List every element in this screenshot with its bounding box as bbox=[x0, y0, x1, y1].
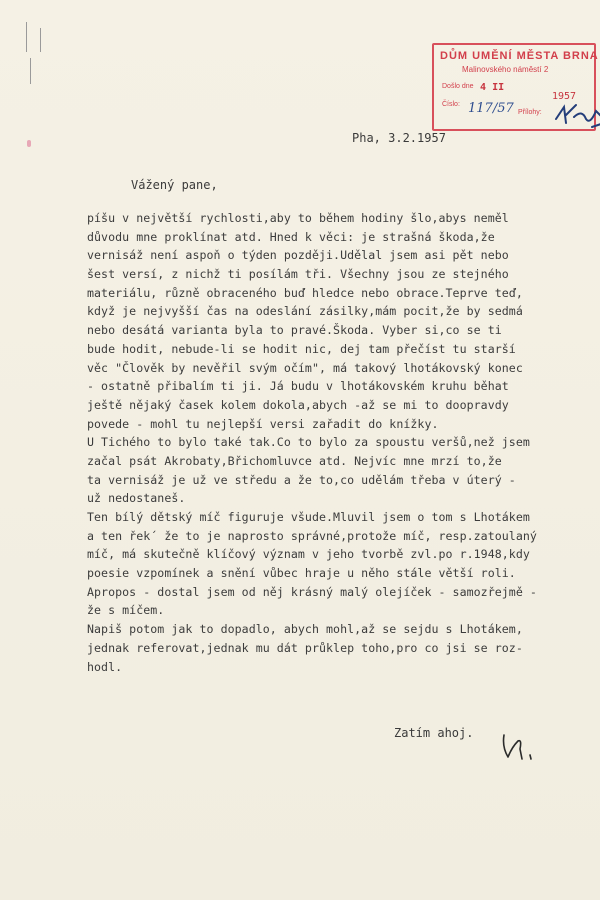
body-line: ještě nějaký časek kolem dokola,abych -až se mi to doopravdy bbox=[87, 397, 509, 412]
stamp-date-label: Došlo dne bbox=[442, 83, 474, 90]
body-line: hodl. bbox=[87, 659, 123, 674]
body-line: U Tichého to bylo také tak.Co to bylo za spoustu veršů,než jsem bbox=[87, 435, 530, 450]
letter-body bbox=[87, 209, 592, 676]
body-line: bude hodit, nebude-li se hodit nic, dej tam přečíst tu starší bbox=[87, 341, 516, 356]
closing: Zatím ahoj. bbox=[394, 726, 474, 740]
body-line: materiálu, různě obraceného buď hledce nebo obrace.Teprve teď, bbox=[87, 285, 523, 300]
body-line: šest versí, z nichž ti posílám tři. Všechny jsou ze stejného bbox=[87, 267, 509, 282]
edge-marks bbox=[24, 18, 46, 88]
body-line: píšu v největší rychlosti,aby to během hodiny šlo,abys neměl bbox=[87, 211, 509, 225]
body-line: věc "Člověk by nevěřil svým očím", má takový lhotákovský konec bbox=[87, 360, 523, 375]
stamp-attachments-label: Přílohy: bbox=[518, 109, 542, 116]
stamp-year: 1957 bbox=[552, 91, 577, 102]
body-line: že s míčem. bbox=[87, 603, 165, 618]
body-line: vernisáž není aspoň o týden později.Udělal jsem asi pět nebo bbox=[87, 248, 509, 263]
body-line: - ostatně přibalím ti ji. Já budu v lhotákovském kruhu běhat bbox=[87, 379, 509, 394]
stamp-address: Malinovského náměstí 2 bbox=[462, 65, 549, 74]
paper-mark bbox=[27, 140, 31, 147]
stamp-date-value: 4 II bbox=[468, 82, 505, 93]
body-line: už nedostaneš. bbox=[87, 491, 186, 506]
body-line: jednak referovat,jednak mu dát průklep toho,pro co jsi se roz- bbox=[87, 640, 523, 655]
body-line: poesie vzpomínek a snění vůbec hraje u něho stále větší roli. bbox=[87, 566, 516, 581]
salutation: Vážený pane, bbox=[131, 178, 218, 192]
stamp-title: DŮM UMĚNÍ MĚSTA BRNA bbox=[440, 50, 599, 62]
received-stamp bbox=[432, 43, 599, 131]
stamp-initials-signature bbox=[552, 97, 600, 131]
stamp-number-value: 117/57 bbox=[468, 101, 514, 116]
body-line: důvodu mne proklínat atd. Hned k věci: je strašná škoda,že bbox=[87, 229, 495, 244]
body-line: povede - mohl tu nejlepší versi zařadit do knížky. bbox=[87, 416, 439, 431]
body-line: Napiš potom jak to dopadlo, abych mohl,až se sejdu s Lhotákem, bbox=[87, 622, 523, 637]
stamp-number-label: Číslo: bbox=[442, 101, 460, 108]
body-line: míč, má skutečně klíčový význam v jeho tvorbě zvl.po r.1948,kdy bbox=[87, 547, 530, 562]
body-line: a ten řek´ že to je naprosto správné,protože míč, resp.zatoulaný bbox=[87, 528, 537, 543]
body-line: začal psát Akrobaty,Břichomluvce atd. Nejvíc mne mrzí to,že bbox=[87, 453, 502, 468]
letter-date: Pha, 3.2.1957 bbox=[352, 131, 446, 145]
body-line: Ten bílý dětský míč figuruje všude.Mluvil jsem o tom s Lhotákem bbox=[87, 510, 530, 524]
body-line: když je nejvyšší čas na odeslání zásilky,mám pocit,že by sedmá bbox=[87, 304, 523, 319]
body-line: nebo desátá varianta byla to pravé.Škoda. Vyber si,co se ti bbox=[87, 323, 502, 338]
handwritten-signature bbox=[498, 729, 538, 765]
body-line: ta vernisáž je už ve středu a že to,co udělám třeba v úterý - bbox=[87, 472, 516, 487]
body-line: Apropos - dostal jsem od něj krásný malý olejíček - samozřejmě - bbox=[87, 584, 537, 599]
